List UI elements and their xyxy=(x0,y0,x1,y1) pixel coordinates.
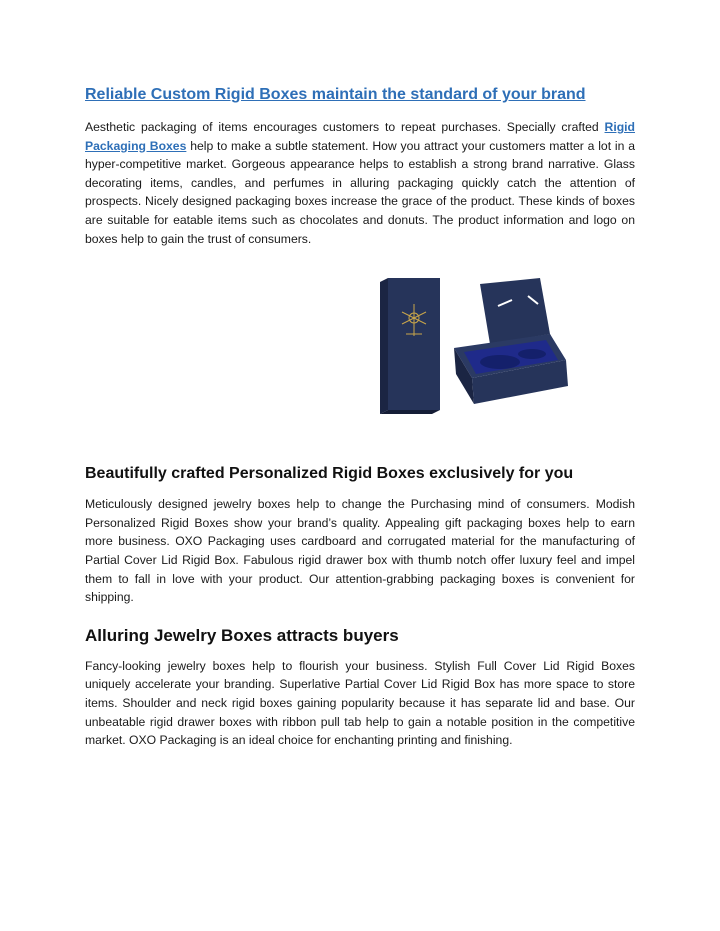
section-jewelry-boxes xyxy=(85,625,635,750)
rigid-box-product-photo-icon xyxy=(370,274,635,424)
section-reliable-rigid-boxes xyxy=(85,84,635,248)
section1-paragraph xyxy=(85,118,635,248)
section3-heading: Alluring Jewelry Boxes attracts buyers xyxy=(85,625,399,645)
document-page xyxy=(85,84,635,750)
section1-text-after-link: help to make a subtle statement. How you attract your customers matter a lot in a hyper-competitive market. Gorgeous appearance helps to establish a strong brand narrative. Glass decorating items, candles, and perfumes in alluring packaging quickly catch the attention of prospects. Nicely designed packaging boxes increase the grace of the product. These kinds of boxes are suitable for eatable items such as chocolates and donuts. The product information and logo on boxes help to gain the trust of consumers. xyxy=(85,138,635,246)
section3-paragraph: Fancy-looking jewelry boxes help to flourish your business. Stylish Full Cover Lid Rigid Boxes uniquely accelerate your branding. Superlative Partial Cover Lid Rigid Box has more space to store items. Shoulder and neck rigid boxes gaining popularity because it has separate lid and base. Our unbeatable rigid drawer boxes with ribbon pull tab help to gain a notable position in the competitive market. OXO Packaging is an ideal choice for enchanting printing and finishing. xyxy=(85,658,635,748)
rigid-packaging-boxes-link[interactable]: Rigid Packaging Boxes xyxy=(85,120,635,153)
section-personalized-rigid-boxes xyxy=(85,463,635,607)
section2-paragraph: Meticulously designed jewelry boxes help to change the Purchasing mind of consumers. Modish Personalized Rigid Boxes show your brand’s quality. Appealing gift packaging boxes help to earn more business. OXO Packaging uses cardboard and corrugated material for the manufacturing of Partial Cover Lid Rigid Box. Fabulous rigid drawer box with thumb notch offer luxury feel and impel them to fall in love with your product. Our attention-grabbing packaging boxes is convenient for shipping. xyxy=(85,497,635,605)
section1-heading[interactable]: Reliable Custom Rigid Boxes maintain the standard of your brand xyxy=(85,86,586,103)
section1-text-before-link: Aesthetic packaging of items encourages customers to repeat purchases. Specially crafted xyxy=(85,120,605,134)
section2-heading: Beautifully crafted Personalized Rigid Boxes exclusively for you xyxy=(85,465,574,483)
product-image xyxy=(85,274,635,424)
